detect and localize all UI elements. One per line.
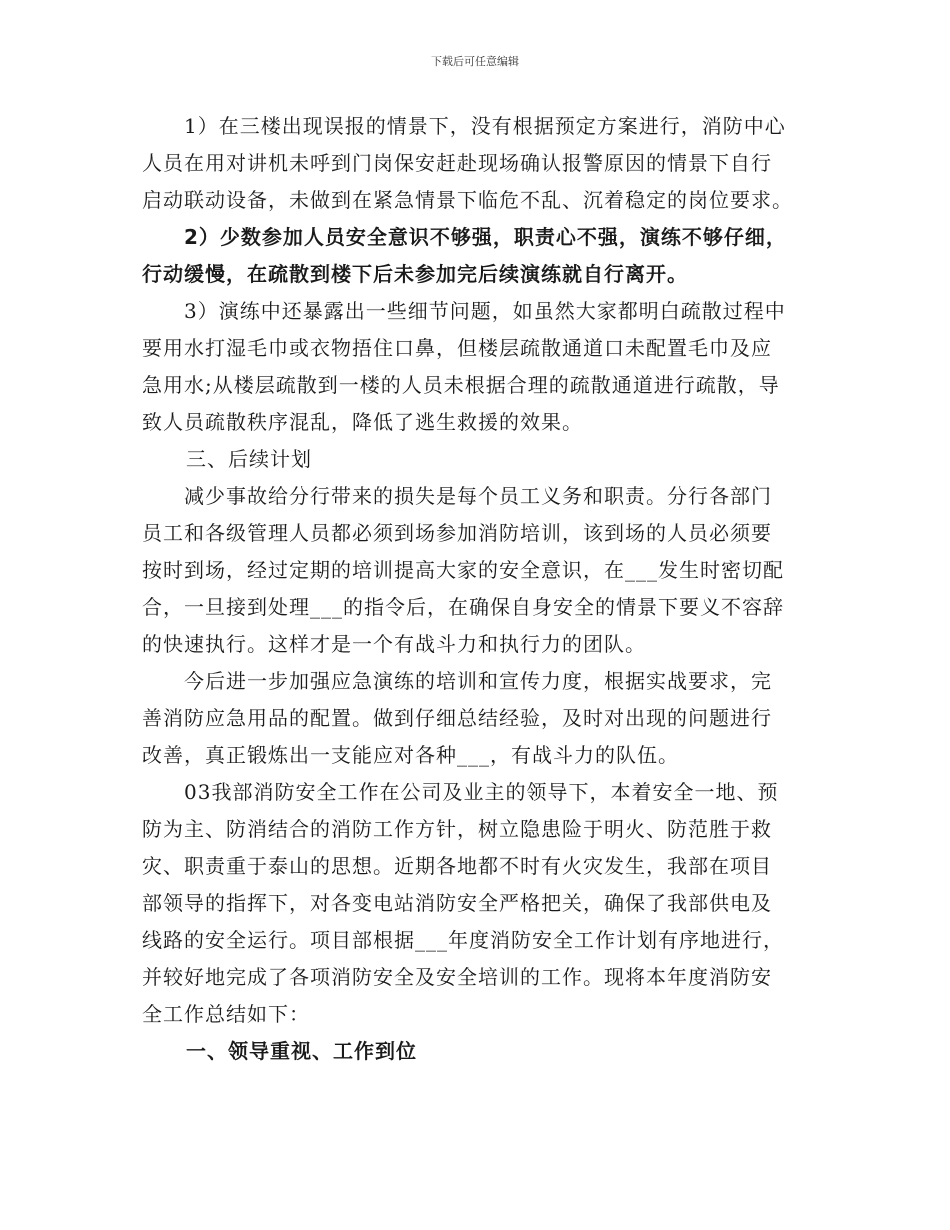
text-line: 2）少数参加人员安全意识不够强，职责心不强，演练不够仔细， [142, 225, 787, 249]
text-line: 致人员疏散秩序混乱，降低了逃生救援的效果。 [142, 410, 583, 434]
text-line: 的快速执行。这样才是一个有战斗力和执行力的团队。 [142, 632, 646, 656]
text-line: 防为主、防消结合的消防工作方针，树立隐患险于明火、防范胜于救 [142, 817, 772, 841]
text-line: 部领导的指挥下，对各变电站消防安全严格把关，确保了我部供电及 [142, 891, 772, 915]
text-line: 并较好地完成了各项消防安全及安全培训的工作。现将本年度消防安 [142, 965, 772, 989]
text-line: 急用水;从楼层疏散到一楼的人员未根据合理的疏散通道进行疏散，导 [142, 373, 780, 397]
paragraph-2-bold [142, 219, 810, 293]
text-line: 善消防应急用品的配置。做到仔细总结经验，及时对出现的问题进行 [142, 706, 772, 730]
text-line: 启动联动设备，未做到在紧急情景下临危不乱、沉着稳定的岗位要求。 [142, 188, 793, 212]
paragraph-6 [142, 774, 810, 1033]
paragraph-4 [142, 478, 810, 663]
text-line: 全工作总结如下： [142, 1002, 310, 1026]
text-line: 3）演练中还暴露出一些细节问题，如虽然大家都明白疏散过程中 [142, 299, 786, 323]
text-line: 合，一旦接到处理___的指令后，在确保自身安全的情景下要义不容辞 [142, 595, 784, 619]
text-line: 按时到场，经过定期的培训提高大家的安全意识，在___发生时密切配 [142, 558, 784, 582]
paragraph-5 [142, 663, 810, 774]
text-line: 人员在用对讲机未呼到门岗保安赶赴现场确认报警原因的情景下自行 [142, 151, 772, 175]
section-heading-followup: 三、后续计划 [186, 447, 312, 471]
text-line: 今后进一步加强应急演练的培训和宣传力度，根据实战要求，完 [142, 669, 772, 693]
paragraph-3 [142, 293, 810, 441]
text-line: 1）在三楼出现误报的情景下，没有根据预定方案进行，消防中心 [142, 114, 786, 138]
paragraph-1 [142, 108, 810, 219]
text-line: 灾、职责重于泰山的思想。近期各地都不时有火灾发生，我部在项目 [142, 854, 772, 878]
text-line: 改善，真正锻炼出一支能应对各种___，有战斗力的队伍。 [142, 743, 679, 767]
text-line: 03我部消防安全工作在公司及业主的领导下，本着安全一地、预 [142, 780, 779, 804]
section-heading-leadership: 一、领导重视、工作到位 [186, 1039, 417, 1063]
text-line: 要用水打湿毛巾或衣物捂住口鼻，但楼层疏散通道口未配置毛巾及应 [142, 336, 772, 360]
text-line: 行动缓慢，在疏散到楼下后未参加完后续演练就自行离开。 [142, 262, 688, 286]
text-line: 减少事故给分行带来的损失是每个员工义务和职责。分行各部门 [142, 484, 772, 508]
text-line: 员工和各级管理人员都必须到场参加消防培训，该到场的人员必须要 [142, 521, 772, 545]
page-header: 下载后可任意编辑 [431, 55, 519, 68]
document-body [142, 108, 810, 1070]
text-line: 线路的安全运行。项目部根据___年度消防安全工作计划有序地进行， [142, 928, 784, 952]
